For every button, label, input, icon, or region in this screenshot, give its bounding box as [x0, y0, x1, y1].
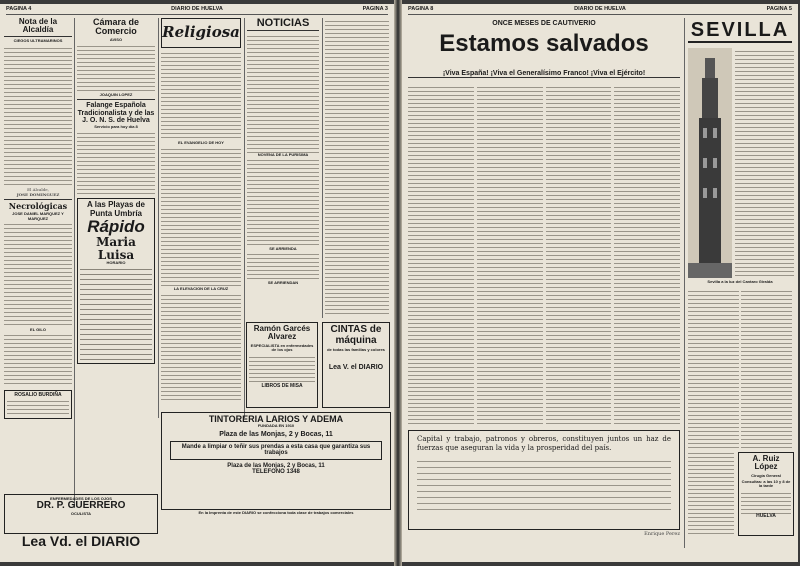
- article-column-2: [477, 84, 543, 424]
- right-running-head: [408, 6, 792, 15]
- elevacion-body-text: [161, 292, 241, 402]
- falange-body-text: [77, 130, 155, 196]
- necrology-entry-1: JOSE DANIEL MARQUEZ Y MARQUEZ: [12, 211, 64, 221]
- horario-table: [80, 265, 152, 361]
- sevilla-text-columns: [688, 288, 792, 448]
- falange-subtitle: Servicio para hoy día 8: [94, 124, 138, 130]
- evangelio-heading: EL EVANGELIO DE HOY: [178, 140, 224, 145]
- capital-trabajo-box: [408, 430, 680, 530]
- ruiz-specialty: Cirugía General: [751, 472, 781, 478]
- evangelio-body-text: [161, 146, 241, 286]
- rosalia-ad: [4, 390, 72, 419]
- novena-body-text: [247, 157, 319, 247]
- sevilla-column-2: [741, 288, 792, 448]
- right-newspaper-page: [402, 4, 798, 562]
- left-page-number: PAGINA 4: [6, 6, 32, 12]
- cintas-ad: [322, 322, 390, 408]
- tintoreria-title: TINTORERIA LARIOS Y ADEMA: [208, 414, 344, 424]
- tintoreria-address-2: Plaza de las Monjas, 2 y Bocas, 11: [227, 462, 325, 469]
- novena-heading: NOVENA DE LA PURISIMA: [257, 151, 309, 157]
- sevilla-title: SEVILLA: [688, 20, 792, 43]
- oculista-ad: [4, 494, 158, 534]
- left-page-number-right: PAGINA 3: [362, 6, 388, 12]
- necrology-body-text-2: [4, 332, 72, 387]
- alcaldia-signature: El Alcalde,: [27, 186, 49, 192]
- article-column-3: [546, 84, 612, 424]
- tintoreria-slogan: Mande a limpiar o teñir sus prendas a esta casa que garantiza sus trabajos: [170, 441, 382, 460]
- noticias-body-text: [247, 33, 319, 153]
- horario-label: HORARIO: [106, 260, 126, 266]
- right-paper-name: DIARIO DE HUELVA: [574, 6, 626, 12]
- right-page-number: PAGINA 5: [766, 6, 792, 12]
- article-column-1: [408, 84, 474, 424]
- viva-espana-cry: ¡Viva España! ¡Viva el Generalísimo Franco! ¡Viva el Ejército!: [408, 70, 680, 78]
- camara-signer: JOAQUIN LOPEZ: [99, 92, 133, 98]
- alcaldia-subtitle: CIEGOS ULTRAMARINOS: [13, 37, 63, 43]
- tintoreria-address: Plaza de las Monjas, 2 y Bocas, 11: [219, 430, 333, 438]
- sevilla-text-bottom: [688, 450, 734, 534]
- camara-body-text: [77, 43, 155, 93]
- cintas-title: CINTAS de máquina: [330, 324, 382, 346]
- ruiz-address: [741, 490, 791, 514]
- se-arriendan-heading: SE ARRIENDAN: [267, 279, 299, 285]
- necrology-entry-2: EL GILO: [30, 326, 46, 332]
- rosalia-text: [7, 398, 69, 416]
- left-column-5: [325, 18, 389, 318]
- capital-trabajo-more-text: [417, 456, 671, 512]
- giralda-photo: [688, 48, 732, 278]
- ramon-specialty: ESPECIALISTA en enfermedades de los ojos: [250, 342, 314, 352]
- right-page-number-left: PAGINA 8: [408, 6, 434, 12]
- se-arrienda-text: [247, 251, 319, 281]
- left-newspaper-page: [0, 4, 394, 562]
- tintoreria-fundada: FUNDADA EN 1910: [257, 423, 295, 429]
- elevacion-heading: LA ELEVACION DE LA CRUZ: [173, 286, 229, 292]
- alcaldia-signer: JOSE DOMINGUEZ: [16, 191, 60, 197]
- camara-title: Cámara de Comercio: [92, 18, 140, 37]
- playas-ad: [77, 198, 155, 364]
- necrologicas-title: Necrológicas: [8, 200, 68, 211]
- ramon-name: Ramón Garcés Alvarez: [253, 324, 311, 342]
- sevilla-text-top: [735, 48, 794, 278]
- giralda-caption: Sevilla a la luz del Cantaro Giralda: [707, 279, 773, 284]
- ramon-garces-ad: [246, 322, 318, 408]
- book-gutter: [394, 0, 402, 566]
- playas-title: A las Playas de Punta Umbría: [87, 200, 145, 218]
- giralda-tower-image: [688, 48, 732, 278]
- rosalia-name: ROSALIO BURDIÑA: [14, 391, 62, 398]
- once-meses-kicker: ONCE MESES DE CAUTIVERIO: [492, 20, 596, 27]
- noticias-title: NOTICIAS: [247, 18, 319, 31]
- column-5-body-text: [325, 18, 389, 314]
- oculista-subtitle: OCULISTA: [70, 510, 92, 516]
- article-column-4: [614, 84, 680, 424]
- left-paper-name: DIARIO DE HUELVA: [171, 6, 223, 12]
- religiosa-body-text: [161, 50, 241, 140]
- tintoreria-phone: TELEFONO 1348: [252, 468, 300, 475]
- oculista-name: DR. P. GUERRERO: [36, 500, 126, 512]
- necrology-body-text: [4, 221, 72, 326]
- alcaldia-title: Nota de la Alcaldía: [4, 18, 72, 37]
- alcaldia-body-text: [4, 45, 72, 185]
- ruiz-city: HUELVA: [756, 513, 776, 520]
- libros-label: LIBROS DE MISA: [261, 383, 303, 390]
- main-article-columns: [408, 84, 680, 424]
- maria-luisa-label: Maria Luisa: [96, 235, 136, 262]
- ruiz-name: A. Ruiz López: [752, 454, 780, 472]
- tintoreria-ad: [161, 412, 391, 510]
- imprenta-notice: En la Imprenta de este DIARIO se confecciona toda clase de trabajos comerciales: [198, 510, 354, 515]
- ruiz-lopez-ad: [738, 452, 794, 536]
- capital-trabajo-text: Capital y trabajo, patronos y obreros, constituyen juntos un haz de fuerzas que aseguran la vida y la prosperidad del país.: [417, 435, 671, 452]
- left-column-3: [161, 18, 241, 418]
- religiosa-title: Religiosa: [162, 23, 240, 42]
- estamos-salvados-headline: Estamos salvados: [439, 30, 649, 57]
- lea-diario-small: Lea V. el DIARIO: [328, 364, 384, 372]
- ramon-text: [249, 354, 315, 384]
- religiosa-masthead: [161, 18, 241, 48]
- ruiz-hours: Consultas: a las 10 y 8 de la tarde: [741, 478, 791, 489]
- cintas-subtitle: de todas las familias y colores: [327, 347, 385, 352]
- left-column-4: [247, 18, 319, 318]
- se-arrienda-heading: SE ARRIENDA: [269, 245, 297, 251]
- camara-aviso: AVISO: [109, 36, 123, 42]
- left-column-1: [4, 18, 72, 538]
- sevilla-column-1: [688, 288, 739, 448]
- article-signoff: Enrique Perez: [644, 531, 680, 537]
- rapido-label: Rápido: [87, 217, 145, 237]
- falange-title: Falange Española Tradicionalista y de las J. O. N. S. de Huelva: [77, 102, 155, 124]
- left-running-head: [6, 6, 388, 15]
- lea-diario-large: Lea Vd. el DIARIO: [21, 533, 141, 549]
- left-column-2: [77, 18, 155, 498]
- oculista-header: ENFERMEDADES DE LOS OJOS: [50, 496, 112, 501]
